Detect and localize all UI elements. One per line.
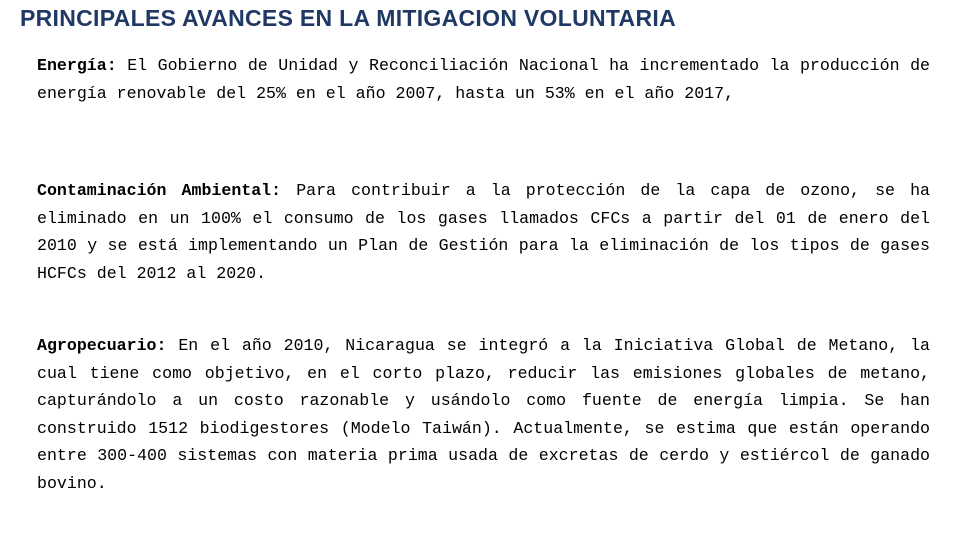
energia-text: El Gobierno de Unidad y Reconciliación Nacional ha incrementado la producción de energía renovable del 25% en el año 2007, hasta un 53% en el año 2017, [37, 56, 930, 103]
energia-heading: Energía: [37, 56, 117, 75]
page-title: PRINCIPALES AVANCES EN LA MITIGACION VOLUNTARIA [20, 5, 676, 31]
contaminacion-paragraph [37, 177, 930, 287]
contaminacion-text: Para contribuir a la protección de la capa de ozono, se ha eliminado en un 100% el consumo de los gases llamados CFCs a partir del 01 de enero del 2010 y se está implementando un Plan de Gestión para la eliminación de los tipos de gases HCFCs del 2012 al 2020. [37, 181, 930, 283]
energia-paragraph [37, 52, 930, 107]
contaminacion-heading: Contaminación Ambiental: [37, 181, 282, 200]
agropecuario-heading: Agropecuario: [37, 336, 167, 355]
agropecuario-paragraph [37, 332, 930, 498]
agropecuario-text: En el año 2010, Nicaragua se integró a la Iniciativa Global de Metano, la cual tiene como objetivo, en el corto plazo, reducir las emisiones globales de metano, capturándolo a un costo razonable y usándolo como fuente de energía limpia. Se han construido 1512 biodigestores (Modelo Taiwán). Actualmente, se estima que están operando entre 300-400 sistemas con materia prima usada de excretas de cerdo y estiércol de ganado bovino. [37, 336, 930, 493]
